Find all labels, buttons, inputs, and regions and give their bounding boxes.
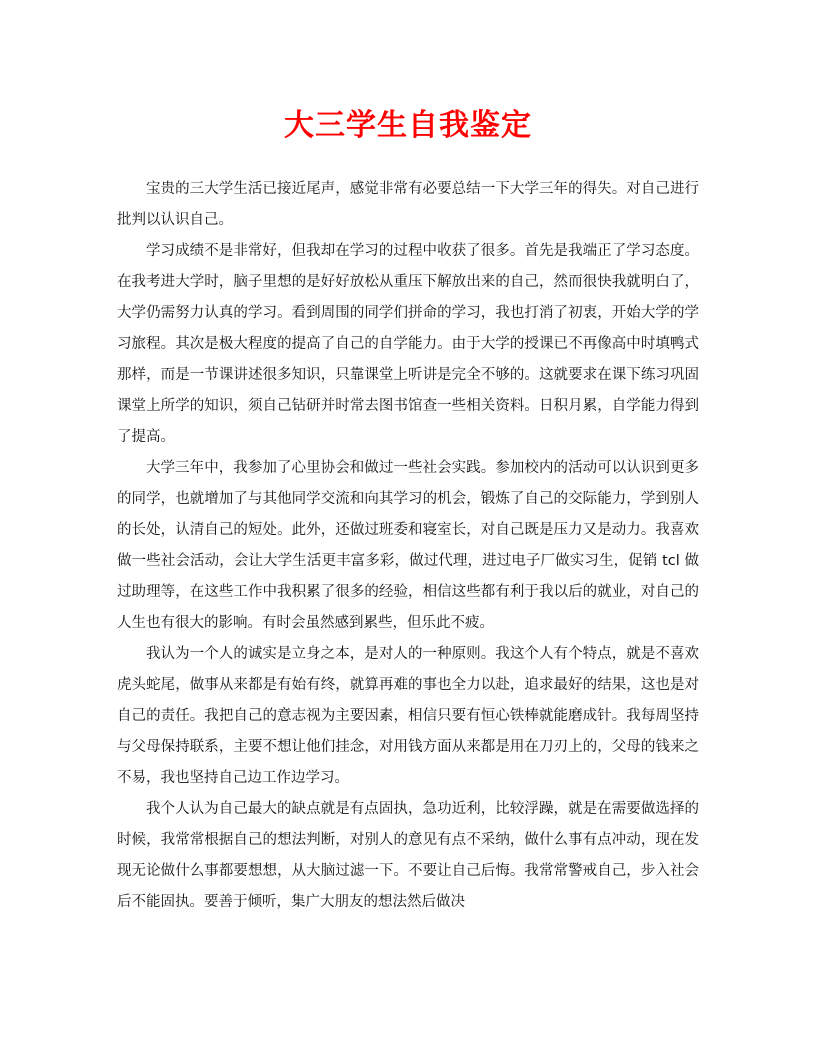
document-title: 大三学生自我鉴定 — [284, 108, 532, 143]
document-body — [117, 174, 699, 918]
paragraph-activities: 大学三年中，我参加了心里协会和做过一些社会实践。参加校内的活动可以认识到更多的同学，也就增加了与其他同学交流和向其学习的机会，锻炼了自己的交际能力，学到别人的长处，认清自己的短处。此外，还做过班委和寝室长，对自己既是压力又是动力。我喜欢做一些社会活动，会让大学生活更丰富多彩，做过代理，进过电子厂做实习生，促销 tcl 做过助理等，在这些工作中我积累了很多的经验，相信这些都有利于我以后的就业，对自己的人生也有很大的影响。有时会虽然感到累些，但乐此不疲。 — [117, 460, 699, 631]
paragraph-intro: 宝贵的三大学生活已接近尾声，感觉非常有必要总结一下大学三年的得失。对自己进行批判以认识自己。 — [117, 181, 699, 228]
paragraph-study: 学习成绩不是非常好，但我却在学习的过程中收获了很多。首先是我端正了学习态度。在我考进大学时，脑子里想的是好好放松从重压下解放出来的自己，然而很快我就明白了，大学仍需努力认真的学习。看到周围的同学们拼命的学习，我也打消了初衷，开始大学的学习旅程。其次是极大程度的提高了自己的自学能力。由于大学的授课已不再像高中时填鸭式那样，而是一节课讲述很多知识，只靠课堂上听讲是完全不够的。这就要求在课下练习巩固课堂上所学的知识，须自己钻研并时常去图书馆查一些相关资料。日积月累，自学能力得到了提高。 — [117, 243, 699, 445]
paragraph-character: 我认为一个人的诚实是立身之本，是对人的一种原则。我这个人有个特点，就是不喜欢虎头蛇尾，做事从来都是有始有终，就算再难的事也全力以赴，追求最好的结果，这也是对自己的责任。我把自己的意志视为主要因素，相信只要有恒心铁棒就能磨成针。我每周坚持与父母保持联系，主要不想让他们挂念，对用钱方面从来都是用在刀刃上的，父母的钱来之不易，我也坚持自己边工作边学习。 — [117, 646, 699, 786]
paragraph-shortcomings: 我个人认为自己最大的缺点就是有点固执，急功近利，比较浮躁，就是在需要做选择的时候，我常常根据自己的想法判断，对别人的意见有点不采纳，做什么事有点冲动，现在发现无论做什么事都要想想，从大脑过滤一下。不要让自己后悔。我常常警戒自己，步入社会后不能固执。要善于倾听，集广大朋友的想法然后做决 — [117, 801, 699, 910]
